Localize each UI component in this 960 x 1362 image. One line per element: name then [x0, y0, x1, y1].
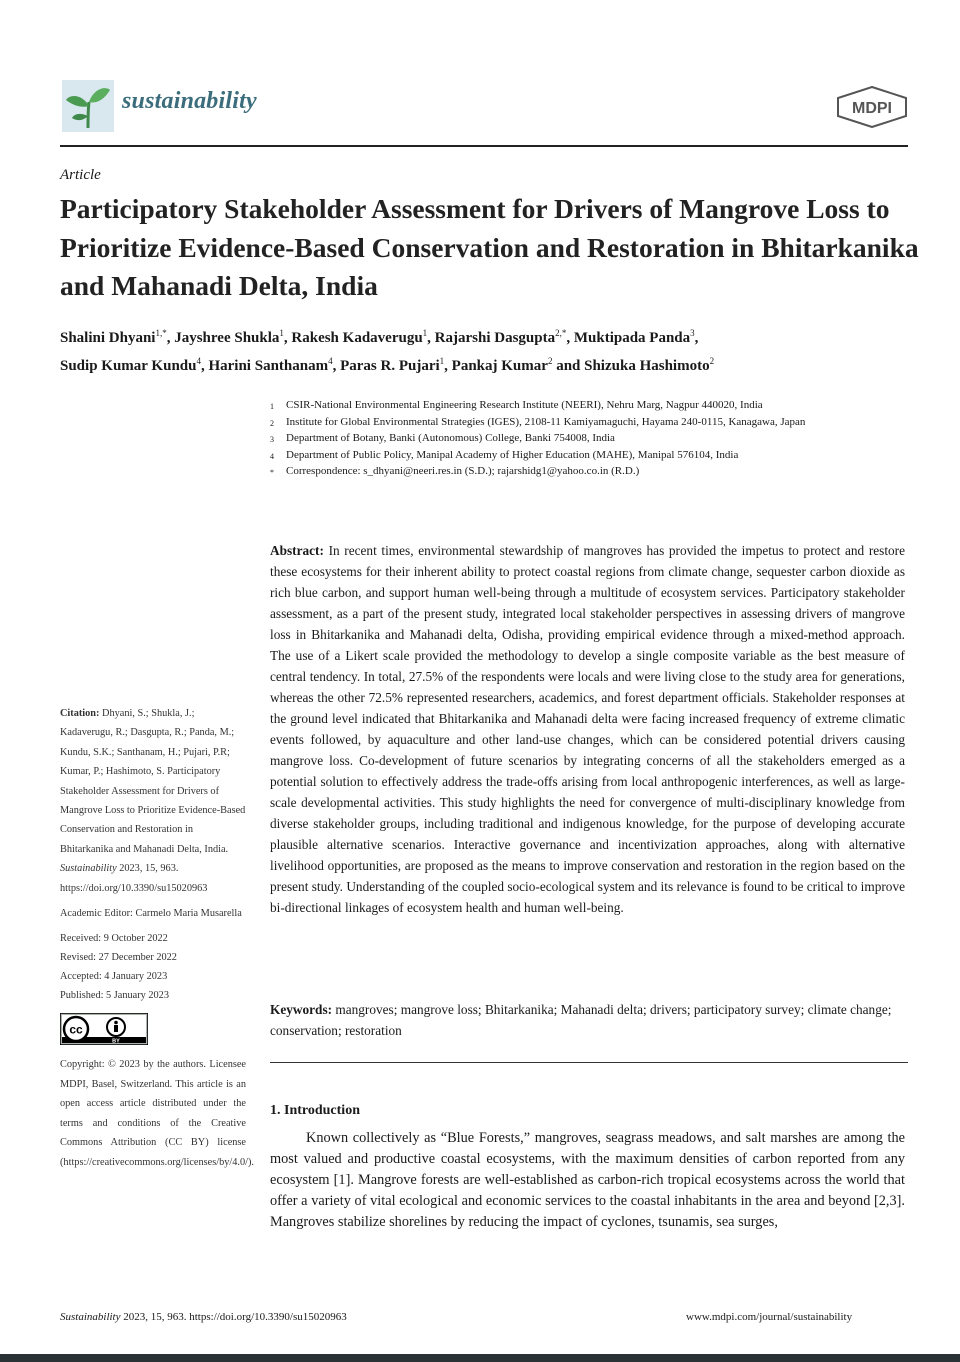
author-separator: , — [283, 330, 292, 346]
footer-journal: Sustainability — [60, 1311, 121, 1323]
author-name: Rakesh Kadaverugu — [291, 330, 423, 346]
author-affiliation-mark: 2 — [709, 356, 715, 366]
mdpi-logo — [836, 86, 908, 128]
footer-citation — [60, 1311, 347, 1323]
author-affiliation-mark: 1 — [279, 328, 284, 338]
citation-text: Dhyani, S.; Shukla, J.; Kadaverugu, R.; Dasgupta, R.; Panda, M.; Kundu, S.K.; Santhanam, H.; Pujari, P.R; Kumar, P.; Hashimoto, S. Participatory Stakeholder Assessment for Drivers of Mangrove Loss to Prioritize Evidence-Based Conservation and Restoration in Bhitarkanika and Mahanadi Delta, India. — [60, 708, 246, 855]
abstract — [270, 540, 905, 918]
affiliation-text: Correspondence: s_dhyani@neeri.res.in (S.D.); rajarshidg1@yahoo.co.in (R.D.) — [286, 465, 640, 477]
author-name: Jayshree Shukla — [174, 330, 280, 346]
svg-text:cc: cc — [69, 1022, 83, 1037]
author-separator: , — [444, 358, 452, 374]
author-separator: , — [166, 330, 175, 346]
affiliation-item — [270, 431, 910, 448]
affiliation-text: Institute for Global Environmental Strategies (IGES), 2108-11 Kamiyamaguchi, Hayama 240-0115, Kanagawa, Japan — [286, 415, 806, 428]
author-name: Shizuka Hashimoto — [584, 358, 710, 374]
author-affiliation-mark: 2,* — [555, 328, 567, 338]
keywords — [270, 999, 905, 1041]
affiliation-text: Department of Public Policy, Manipal Academy of Higher Education (MAHE), Manipal 576104, India — [286, 448, 739, 461]
affiliation-number: 4 — [270, 451, 274, 461]
publisher-name: MDPI — [852, 100, 892, 117]
keywords-label: Keywords: — [270, 1002, 333, 1017]
keywords-text: mangroves; mangrove loss; Bhitarkanika; Mahanadi delta; drivers; participatory survey; climate change; conservation; restoration — [270, 1002, 892, 1038]
date-published: Published: 5 January 2023 — [60, 990, 169, 1002]
date-revised: Revised: 27 December 2022 — [60, 952, 177, 964]
article-title: Participatory Stakeholder Assessment for Drivers of Mangrove Loss to Prioritize Evidence-Based Conservation and Restoration in Bhitarkanika and Mahanadi Delta, India — [60, 193, 919, 301]
affiliation-text: Department of Botany, Banki (Autonomous) College, Banki 754008, India — [286, 432, 615, 444]
author-affiliation-mark: 1 — [422, 328, 428, 338]
abstract-label: Abstract: — [270, 543, 324, 558]
sprout-icon — [62, 80, 114, 132]
academic-editor: Academic Editor: Carmelo Maria Musarella — [60, 908, 242, 920]
affiliation-text: CSIR-National Environmental Engineering Research Institute (NEERI), Nehru Marg, Nagpur 440020, India — [286, 399, 763, 411]
section-divider — [270, 1062, 908, 1063]
author-name: Harini Santhanam — [208, 358, 329, 374]
author-name: Paras R. Pujari — [340, 358, 440, 374]
affiliation-number: * — [270, 468, 274, 477]
affiliation-number: 3 — [270, 435, 274, 444]
viewer-bottom-bar — [0, 1354, 960, 1362]
affiliations — [270, 398, 910, 481]
citation-block — [60, 704, 246, 898]
citation-journal: Sustainability — [60, 863, 117, 875]
author-list — [60, 322, 920, 378]
author-affiliation-mark: 1,* — [155, 328, 167, 338]
affiliation-item — [270, 448, 910, 465]
date-received: Received: 9 October 2022 — [60, 933, 168, 945]
abstract-text: In recent times, environmental stewardship of mangroves has provided the impetus to protect and restore these ecosystems for their inherent ability to protect coastal regions from climate change, sequester carbon dioxide as rich blue carbon, and support human well-being through a multitude of ecosystem services. Participatory stakeholder assessment, as a part of the present study, integrated local stakeholder perspectives in assessing drivers of mangrove loss in Bhitarkanika and Mahanadi delta, Odisha, providing empirical evidence through a mixed-method approach. The use of a Likert scale provided the methodology to develop a single composite variable as the best measure of central tendency. In total, 27.5% of the respondents were locals and were living close to the study area for generations, whereas the other 72.5% represented researchers, academics, and forest department officials. Stakeholder responses at the ground level indicated that Bhitarkanika and Mahanadi delta were facing increased frequency of extreme climatic events followed, by aquaculture and other land-use changes, which can be considered potential drivers causing mangrove loss. Co-development of future scenarios by integrating concerns of all the stakeholders emerged as a potential solution to effectively address the trade-offs arising from local anthropogenic interferences, as well as large-scale developmental activities. This study highlights the need for convergence of multi-disciplinary knowledge from diverse stakeholder groups, including traditional and indigenous knowledge, for the purpose of developing accurate plausible alternative scenarios. Interactive governance and incentivization approaches, along with alternative livelihood opportunities, are proposed as the means to improve conservation and restoration in the region based on the present study. Understanding of the coupled socio-ecological system and its relevance is found to be critical to improve bi-directional linkages of ecosystem health and human well-being. — [270, 543, 906, 915]
author-affiliation-mark: 2 — [547, 356, 553, 366]
citation-volume-doi[interactable]: 2023, 15, 963. https://doi.org/10.3390/su15020963 — [60, 863, 208, 894]
author-separator: , — [427, 330, 435, 346]
affiliation-item — [270, 415, 910, 432]
author-affiliation-mark: 3 — [690, 328, 695, 338]
author-name: Sudip Kumar Kundu — [60, 358, 197, 374]
citation-label: Citation: — [60, 708, 100, 719]
affiliation-item — [270, 464, 910, 481]
dates-block — [60, 929, 246, 1005]
author-separator: , — [200, 358, 209, 374]
article-type: Article — [60, 167, 101, 183]
author-affiliation-mark: 4 — [196, 356, 201, 366]
intro-paragraph: Known collectively as “Blue Forests,” mangroves, seagrass meadows, and salt marshes are among the most valued and productive coastal ecosystems, with the maximum densities of carbon reported from any ecosystem [1]. Mangrove forests are well-established as carbon-rich tropical ecosystems across the world that offer a variety of vital ecological and economic services to the coastal inhabitants in the area and beyond [2,3]. Mangroves stabilize shorelines by reducing the impact of cyclones, tsunamis, sea surges, — [270, 1130, 905, 1230]
copyright-notice: Copyright: © 2023 by the authors. Licensee MDPI, Basel, Switzerland. This article is an open access article distributed under the terms and conditions of the Creative Commons Attribution (CC BY) license (https://creativecommons.org/licenses/by/4.0/). — [60, 1059, 254, 1168]
author-separator: , — [694, 330, 699, 346]
affiliation-item — [270, 398, 910, 415]
section-heading: 1. Introduction — [270, 1103, 360, 1118]
date-accepted: Accepted: 4 January 2023 — [60, 971, 168, 983]
author-name: Muktipada Panda — [573, 330, 691, 346]
sidebar — [60, 704, 254, 1172]
footer-doi[interactable]: 2023, 15, 963. https://doi.org/10.3390/su15020963 — [123, 1311, 347, 1323]
cc-by-label: BY — [112, 1038, 120, 1045]
affiliation-number: 2 — [270, 418, 274, 428]
author-affiliation-mark: 4 — [328, 356, 333, 366]
author-name: Shalini Dhyani — [60, 330, 156, 346]
footer-url[interactable]: www.mdpi.com/journal/sustainability — [686, 1311, 853, 1323]
author-separator: and — [552, 358, 585, 374]
header-divider — [60, 145, 908, 147]
author-separator: , — [566, 330, 574, 346]
author-name: Pankaj Kumar — [451, 358, 548, 374]
journal-logo — [62, 80, 114, 132]
author-affiliation-mark: 1 — [439, 356, 445, 366]
author-separator: , — [332, 358, 341, 374]
journal-name: sustainability — [122, 88, 257, 114]
cc-by-license-icon[interactable] — [60, 1013, 148, 1045]
affiliation-number: 1 — [270, 402, 274, 411]
author-name: Rajarshi Dasgupta — [434, 330, 556, 346]
